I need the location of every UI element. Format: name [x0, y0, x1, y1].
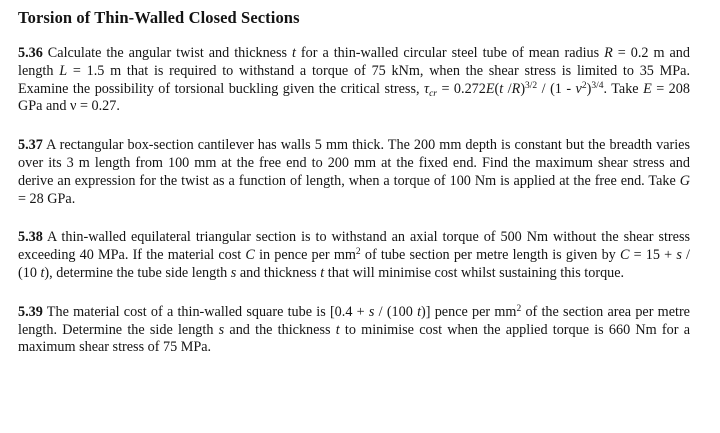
problem-5-37: 5.37 A rectangular box-section cantilever has walls 5 mm thick. The 200 mm depth is constant but the breadth varies over its 3 m length from 100 mm at the free end to 200 mm at the fixed end. Find the maximum shear stress and derive an expression for the twist as a function of length, when a torque of 100 Nm is applied at the free end. Take G = 28 GPa. — [18, 137, 690, 207]
problem-number: 5.39 — [18, 303, 43, 320]
problem-5-38: 5.38 A thin-walled equilateral triangular section is to withstand an axial torque of 500 Nm without the shear stress exceeding 40 MPa. If the material cost C in pence per $mm^2$ of tube section per metre length is given by C = 15 + s / (10 t), determine the tube side length s and thickness t that will minimise cost whilst sustaining this torque. — [18, 229, 690, 281]
problem-number: 5.36 — [18, 45, 43, 61]
problem-number: 5.38 — [18, 229, 43, 246]
problem-number: 5.37 — [18, 137, 43, 154]
problem-5-36: 5.36 Calculate the angular twist and thickness t for a thin-walled circular steel tube of mean radius R = 0.2 m and length L = 1.5 m that is required to withstand a torque of 75 kNm, when the shear stress is limited to 35 MPa. Examine the possibility of torsional buckling given the critical stress, $\tau_{cr} = 0.272E(t$ $/R)^{3/2} / (1 - \nu^2)^{3/4}$. Take E = 208 GPa and ν = 0.27. — [18, 45, 691, 115]
problem-5-39: 5.39 The material cost of a thin-walled square tube is [0.4 + s / (100 t)] pence per $mm^2$ of the section area per metre length. Determine the side length s and the thickness t to minimise cost when the applied torque is 660 Nm for a maximum shear stress of 75 MPa. — [18, 303, 690, 356]
section-title: Torsion of Thin-Walled Closed Sections — [18, 8, 300, 27]
